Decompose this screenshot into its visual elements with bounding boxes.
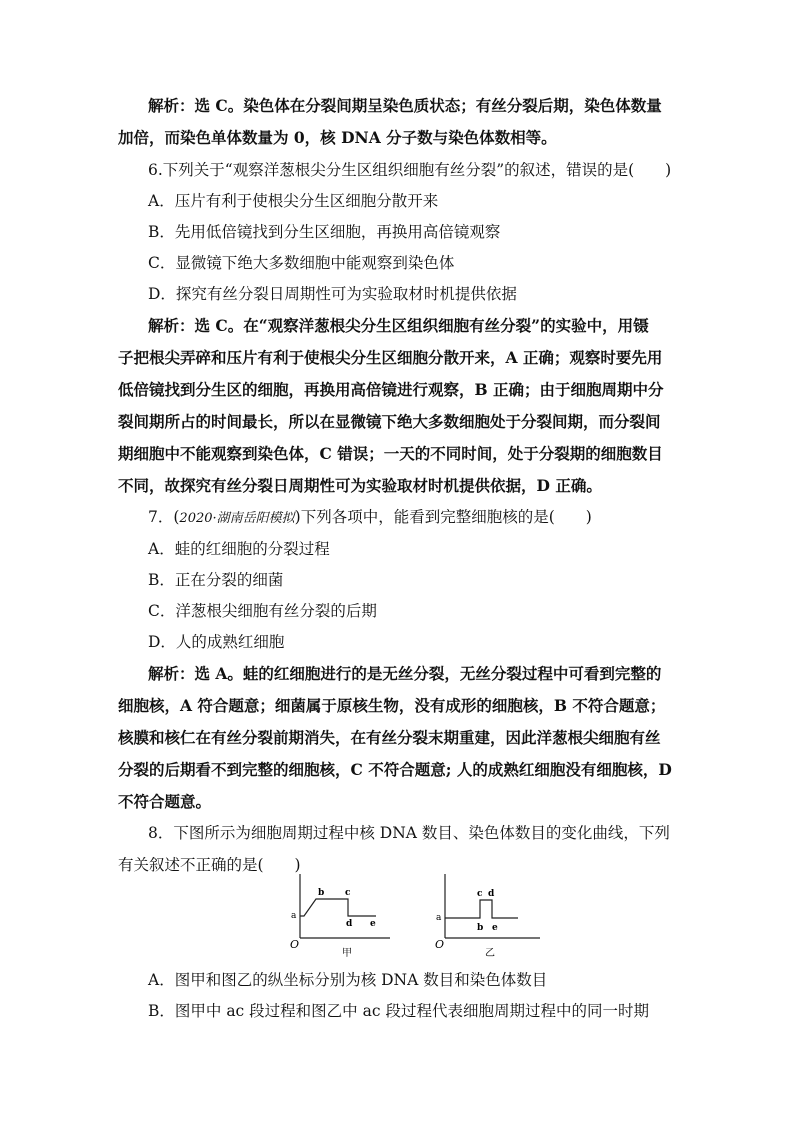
q7-option-c: C．洋葱根尖细胞有丝分裂的后期 xyxy=(148,602,377,620)
q8-stem-line-2: 有关叙述不正确的是( ) xyxy=(118,856,301,874)
q6-explanation-line-5: 期细胞中不能观察到染色体，C 错误；一天的不同时间，处于分裂期的细胞数目 xyxy=(118,444,663,463)
q7-explanation-line-3: 核膜和核仁在有丝分裂前期消失，在有丝分裂末期重建，因此洋葱根尖细胞有丝 xyxy=(118,728,661,747)
left-dna-curve xyxy=(300,899,376,916)
left-label-a: a xyxy=(291,911,297,921)
right-origin: O xyxy=(435,938,445,951)
q6-option-d: D．探究有丝分裂日周期性可为实验取材时机提供依据 xyxy=(148,285,517,303)
left-label-e: e xyxy=(370,919,376,929)
q7-option-b: B．正在分裂的细菌 xyxy=(148,571,284,589)
q8-option-b: B．图甲中 ac 段过程和图乙中 ac 段过程代表细胞周期过程中的同一时期 xyxy=(148,1002,649,1020)
right-label-c: c xyxy=(477,889,483,899)
q6-option-a: A．压片有利于使根尖分生区细胞分散开来 xyxy=(148,192,439,210)
right-label-a: a xyxy=(436,913,442,923)
right-label-b: b xyxy=(477,923,484,933)
q6-stem: 6.下列关于“观察洋葱根尖分生区组织细胞有丝分裂”的叙述，错误的是( ) xyxy=(148,161,672,179)
right-label-e: e xyxy=(492,923,498,933)
q7-option-a: A．蛙的红细胞的分裂过程 xyxy=(148,540,330,558)
right-caption: 乙 xyxy=(485,948,495,959)
q6-explanation-line-4: 裂间期所占的时间最长，所以在显微镜下绝大多数细胞处于分裂间期，而分裂间 xyxy=(118,412,661,431)
q6-option-b: B．先用低倍镜找到分生区细胞，再换用高倍镜观察 xyxy=(148,223,501,241)
q7-number: 7．( xyxy=(148,508,180,526)
q7-stem xyxy=(148,507,708,529)
left-origin: O xyxy=(290,938,300,951)
q7-option-d: D．人的成熟红细胞 xyxy=(148,633,285,651)
left-label-c: c xyxy=(345,888,351,898)
q7-source: 2020·湖南岳阳模拟 xyxy=(179,511,295,526)
q7-explanation-line-1: 解析：选 A。蛙的红细胞进行的是无丝分裂，无丝分裂过程中可看到完整的 xyxy=(148,664,662,683)
q6-option-c: C．显微镜下绝大多数细胞中能观察到染色体 xyxy=(148,254,455,272)
q6-explanation-line-2: 子把根尖弄碎和压片有利于使根尖分生区细胞分散开来，A 正确；观察时要先用 xyxy=(118,348,663,367)
q5-explanation-line-1: 解析：选 C。染色体在分裂间期呈染色质状态；有丝分裂后期，染色体数量 xyxy=(148,96,662,115)
left-label-d: d xyxy=(346,919,353,929)
q7-explanation-line-4: 分裂的后期看不到完整的细胞核，C 不符合题意; 人的成熟红细胞没有细胞核，D xyxy=(118,760,672,779)
right-chromosome-curve xyxy=(445,900,518,918)
diagram-left xyxy=(290,874,390,959)
q8-option-a: A．图甲和图乙的纵坐标分别为核 DNA 数目和染色体数目 xyxy=(148,971,548,989)
q8-stem-line-1: 8．下图所示为细胞周期过程中核 DNA 数目、染色体数目的变化曲线，下列 xyxy=(148,824,670,842)
left-label-b: b xyxy=(318,888,325,898)
diagram-right xyxy=(435,874,540,959)
cell-cycle-diagram xyxy=(280,866,550,960)
right-label-d: d xyxy=(488,889,495,899)
q7-stem-text: )下列各项中，能看到完整细胞核的是( ) xyxy=(294,508,592,526)
q7-explanation-line-5: 不符合题意。 xyxy=(118,792,212,811)
q7-explanation-line-2: 细胞核，A 符合题意；细菌属于原核生物，没有成形的细胞核，B 不符合题意； xyxy=(118,696,666,715)
q6-explanation-line-3: 低倍镜找到分生区的细胞，再换用高倍镜进行观察，B 正确；由于细胞周期中分 xyxy=(118,380,664,399)
q6-explanation-line-6: 不同，故探究有丝分裂日周期性可为实验取材时机提供依据，D 正确。 xyxy=(118,476,602,495)
left-caption: 甲 xyxy=(342,948,352,959)
q5-explanation-line-2: 加倍，而染色单体数量为 0，核 DNA 分子数与染色体数相等。 xyxy=(118,128,557,147)
q6-explanation-line-1: 解析：选 C。在“观察洋葱根尖分生区组织细胞有丝分裂”的实验中，用镊 xyxy=(148,316,649,335)
